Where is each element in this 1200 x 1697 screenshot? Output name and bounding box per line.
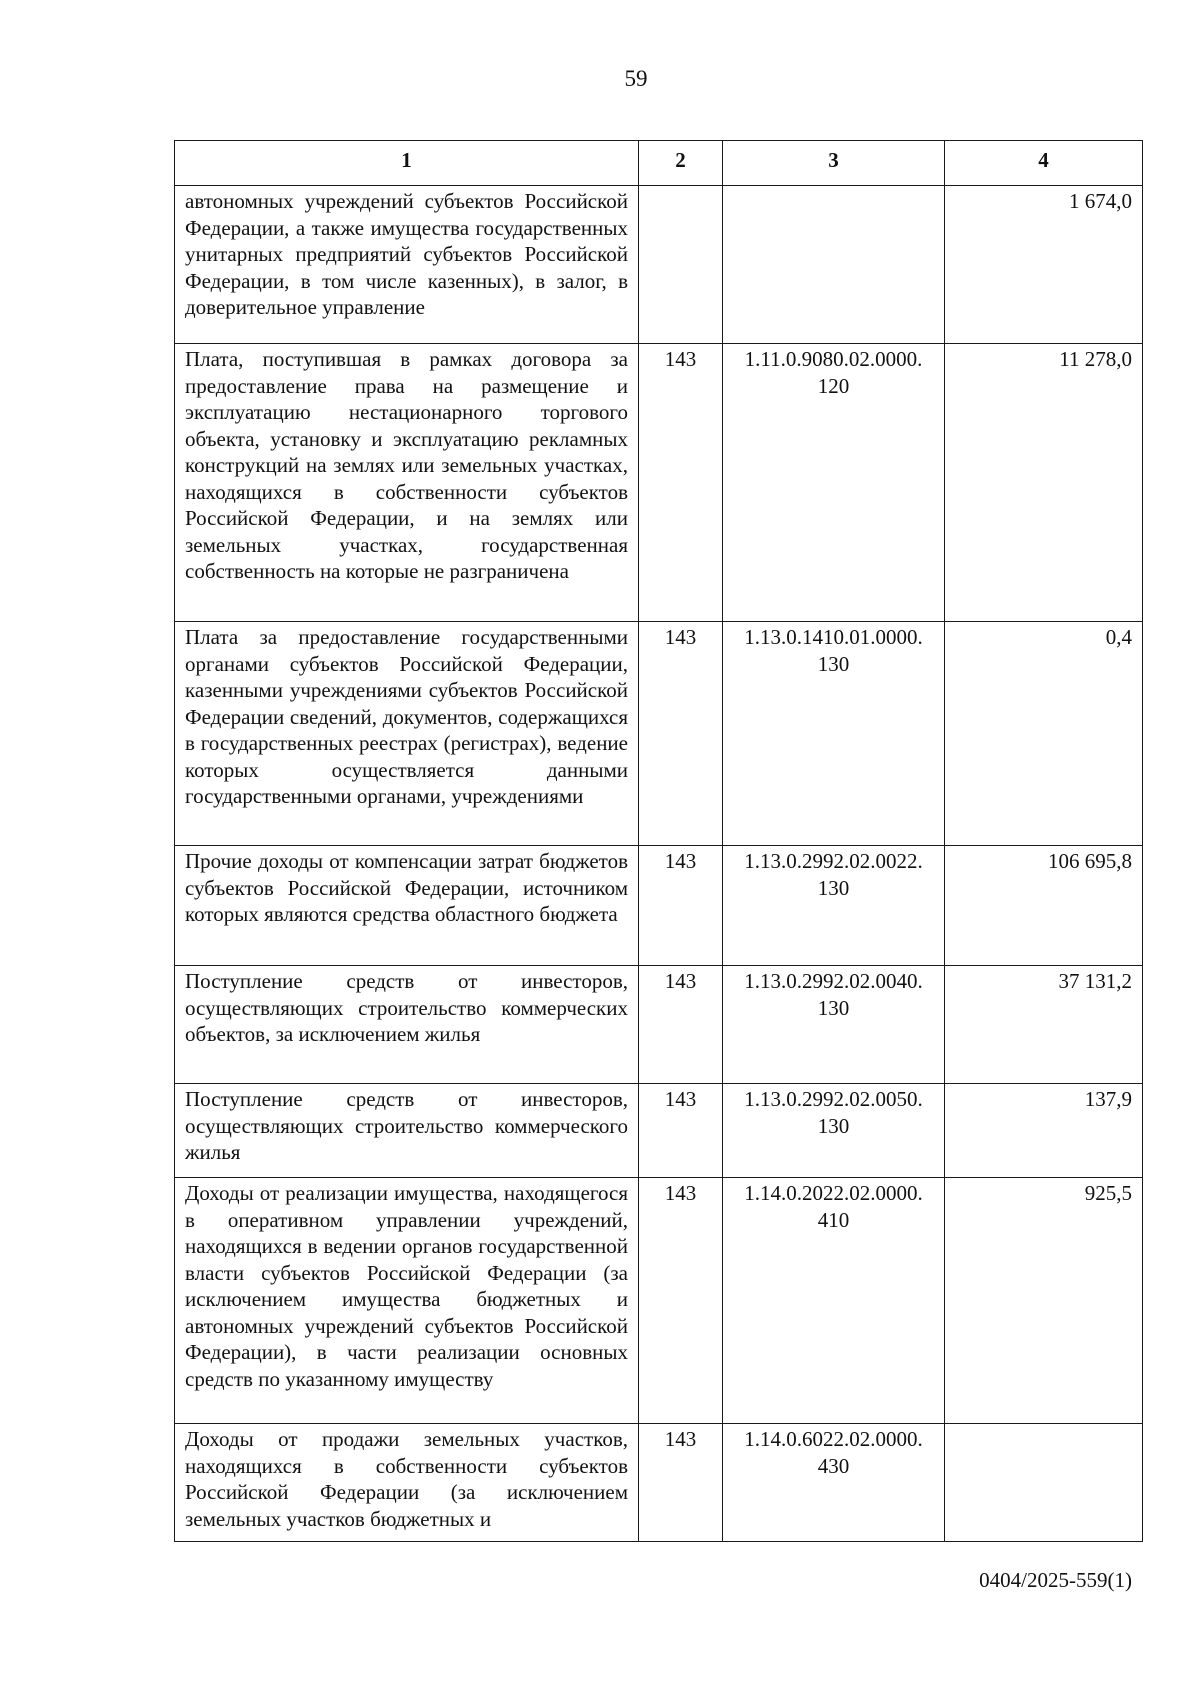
row-admin-code: 143 (639, 846, 723, 966)
header-row (175, 141, 1143, 186)
header-col-2: 2 (639, 141, 723, 186)
table-row (175, 846, 1143, 966)
row-amount: 137,9 (945, 1084, 1143, 1178)
table-row (175, 966, 1143, 1084)
row-classification-code: 1.14.0.2022.02.0000. 410 (723, 1178, 945, 1424)
header-col-4: 4 (945, 141, 1143, 186)
table-row (175, 622, 1143, 846)
page-number: 59 (624, 66, 648, 91)
row-amount (945, 1424, 1143, 1542)
document-number: 0404/2025-559(1) (979, 1568, 1132, 1592)
table-row (175, 1424, 1143, 1542)
row-classification-code: 1.13.0.2992.02.0022. 130 (723, 846, 945, 966)
table-row (175, 186, 1143, 344)
row-classification-code: 1.14.0.6022.02.0000. 430 (723, 1424, 945, 1542)
row-classification-code: 1.13.0.1410.01.0000. 130 (723, 622, 945, 846)
row-description: Плата, поступившая в рамках договора за предоставление права на размещение и эксплуатацию нестационарного торгового объекта, установку и эксплуатацию рекламных конструкций на землях или земельных участках, находящихся в собственности субъектов Российской Федерации, и на землях или земельных участках, государственная собственность на которые не разграничена (175, 344, 639, 622)
row-classification-code: 1.11.0.9080.02.0000. 120 (723, 344, 945, 622)
row-admin-code: 143 (639, 966, 723, 1084)
row-classification-code: 1.13.0.2992.02.0040. 130 (723, 966, 945, 1084)
revenue-table (174, 140, 1143, 1542)
row-admin-code: 143 (639, 344, 723, 622)
row-amount: 106 695,8 (945, 846, 1143, 966)
table-body (175, 186, 1143, 1542)
row-admin-code: 143 (639, 1178, 723, 1424)
row-classification-code: 1.13.0.2992.02.0050. 130 (723, 1084, 945, 1178)
row-amount: 11 278,0 (945, 344, 1143, 622)
row-admin-code: 143 (639, 622, 723, 846)
table-row (175, 1084, 1143, 1178)
table-row (175, 344, 1143, 622)
row-admin-code: 143 (639, 1084, 723, 1178)
table-row (175, 1178, 1143, 1424)
table-header (175, 141, 1143, 186)
header-col-3: 3 (723, 141, 945, 186)
row-description: Поступление средств от инвесторов, осуществляющих строительство коммерческих объектов, за исключением жилья (175, 966, 639, 1084)
row-admin-code: 143 (639, 1424, 723, 1542)
row-description: Прочие доходы от компенсации затрат бюджетов субъектов Российской Федерации, источником которых являются средства областного бюджета (175, 846, 639, 966)
row-admin-code (639, 186, 723, 344)
row-classification-code (723, 186, 945, 344)
row-amount: 37 131,2 (945, 966, 1143, 1084)
row-description: Поступление средств от инвесторов, осуществляющих строительство коммерческого жилья (175, 1084, 639, 1178)
row-description: Доходы от продажи земельных участков, находящихся в собственности субъектов Российской Федерации (за исключением земельных участков бюджетных и (175, 1424, 639, 1542)
row-amount: 925,5 (945, 1178, 1143, 1424)
row-amount: 0,4 (945, 622, 1143, 846)
row-description: Плата за предоставление государственными органами субъектов Российской Федерации, казенными учреждениями субъектов Российской Федерации сведений, документов, содержащихся в государственных реестрах (регистрах), ведение которых осуществляется данными государственными органами, учреждениями (175, 622, 639, 846)
header-col-1: 1 (175, 141, 639, 186)
row-description: Доходы от реализации имущества, находящегося в оперативном управлении учреждений, находящихся в ведении органов государственной власти субъектов Российской Федерации (за исключением имущества бюджетных и автономных учреждений субъектов Российской Федерации), в части реализации основных средств по указанному имуществу (175, 1178, 639, 1424)
row-amount: 1 674,0 (945, 186, 1143, 344)
row-description: автономных учреждений субъектов Российской Федерации, а также имущества государственных унитарных предприятий субъектов Российской Федерации, в том числе казенных), в залог, в доверительное управление (175, 186, 639, 344)
